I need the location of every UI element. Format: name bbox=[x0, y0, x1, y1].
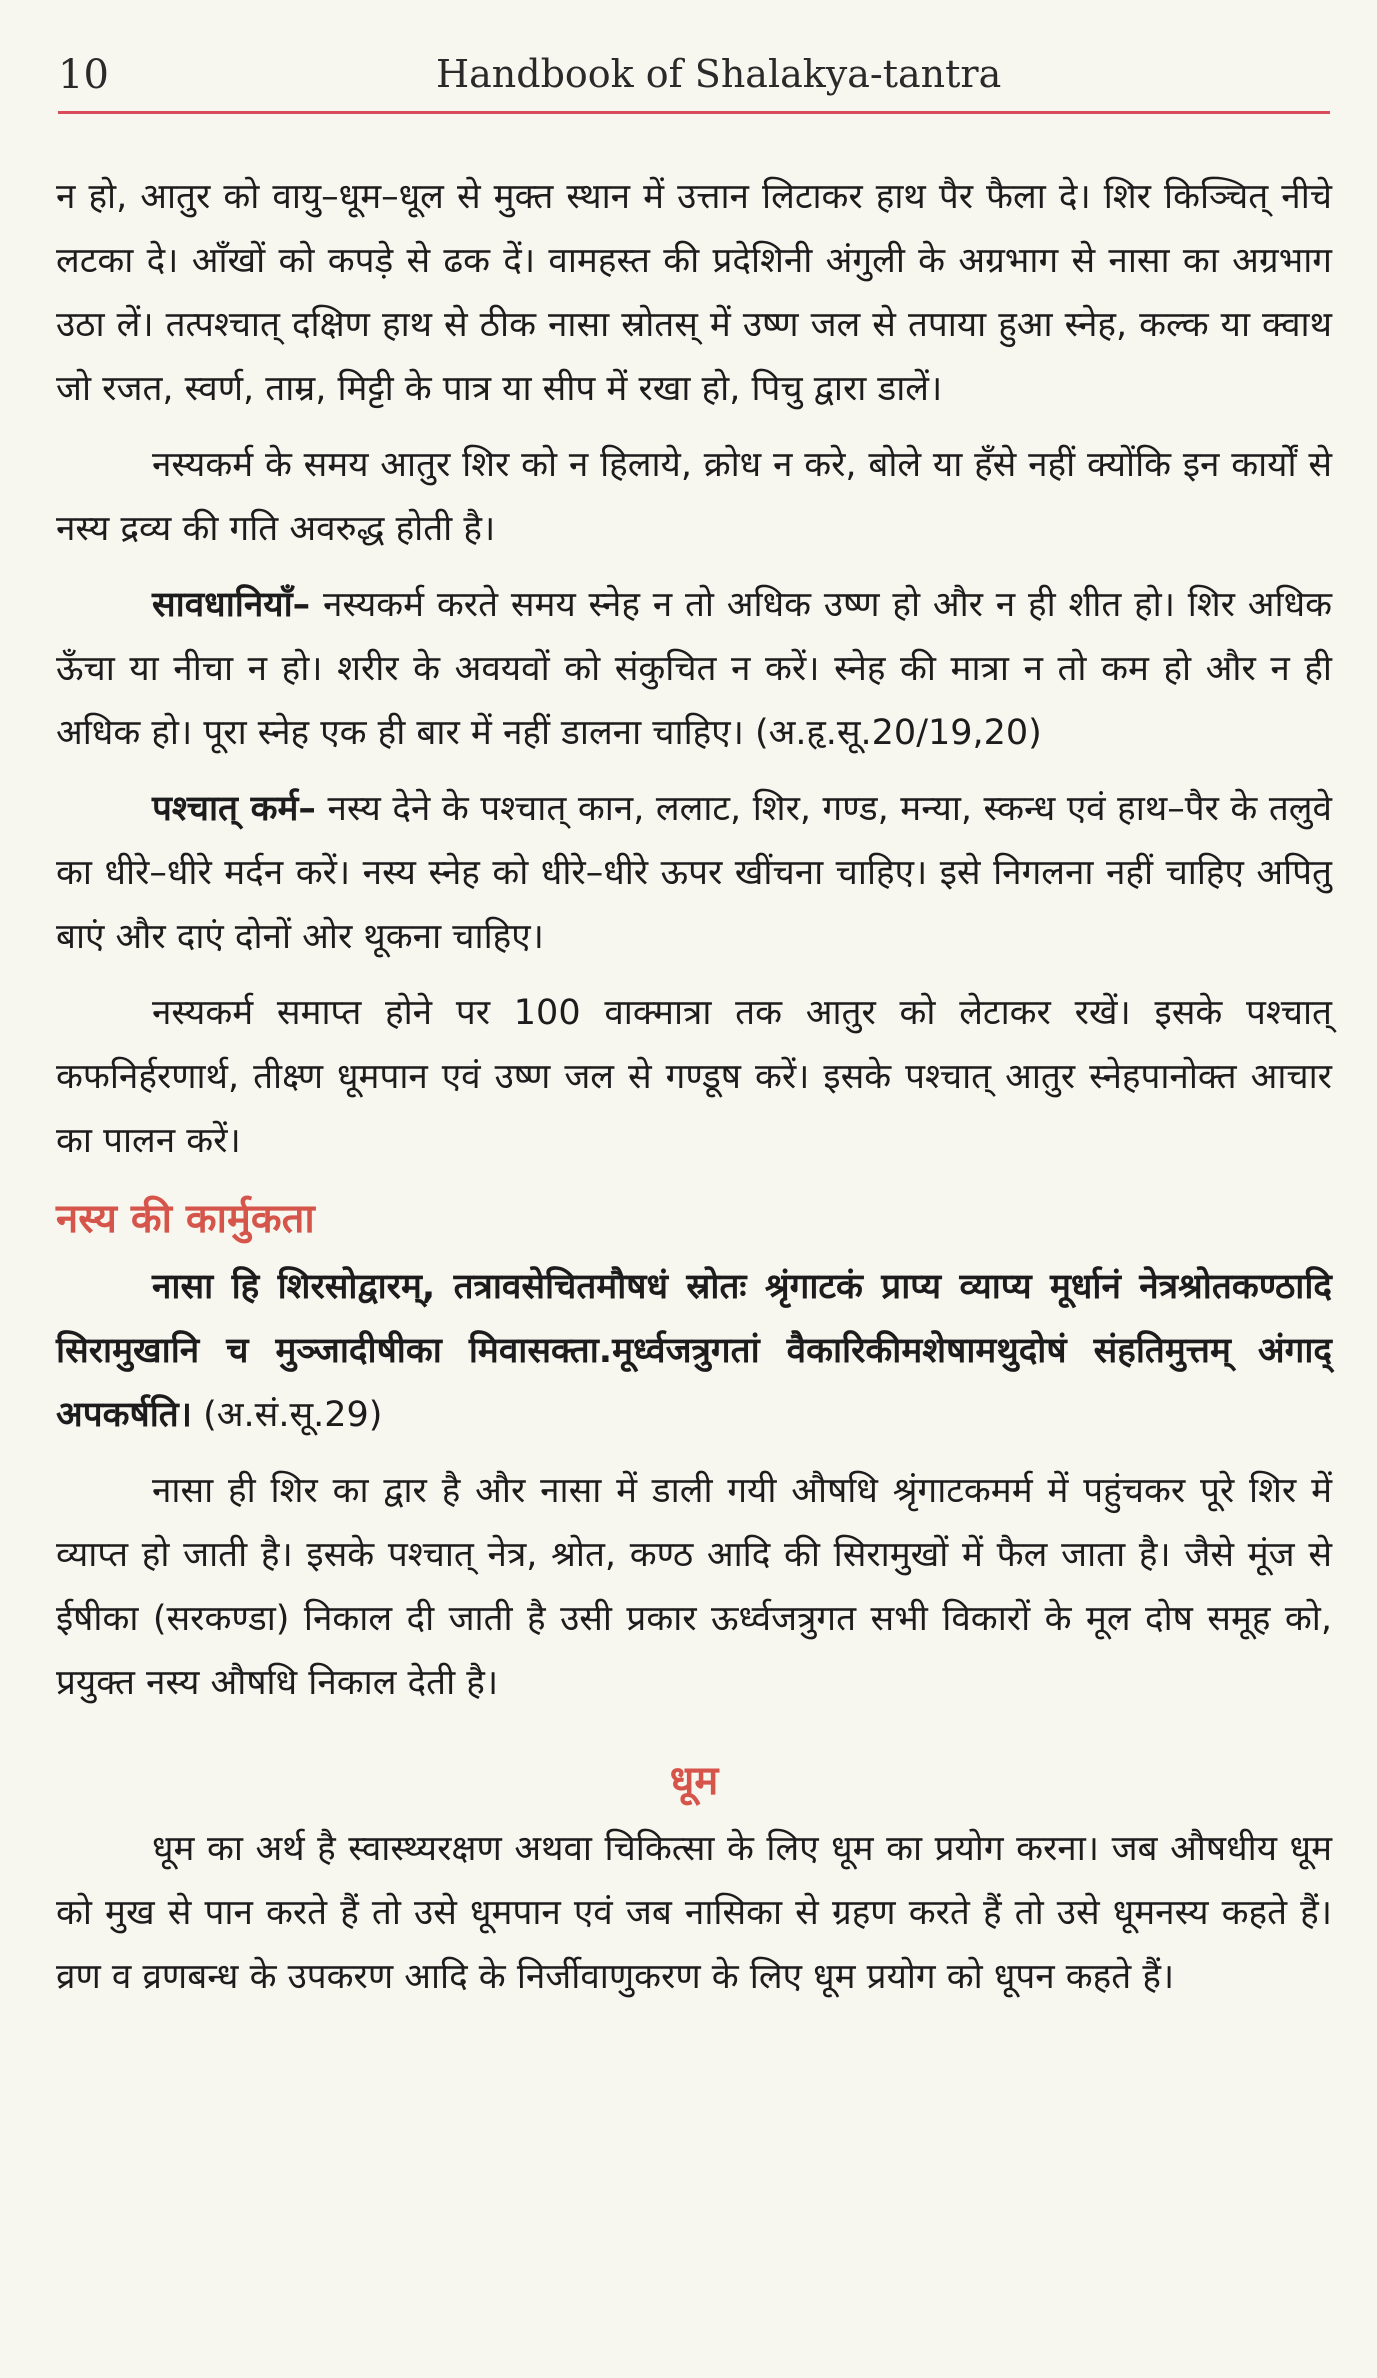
post-procedure-label: पश्चात् कर्म– bbox=[152, 789, 316, 829]
paragraph-post-procedure bbox=[56, 777, 1332, 969]
sanskrit-verse bbox=[56, 1255, 1332, 1447]
paragraph-dhuma-definition: धूम का अर्थ है स्वास्थ्यरक्षण अथवा चिकित्सा के लिए धूम का प्रयोग करना। जब औषधीय धूम को मुख से पान करते हैं तो उसे धूमपान एवं जब नासिका से ग्रहण करते हैं तो उसे धूमनस्य कहते हैं। व्रण व व्रणबन्ध के उपकरण आदि के निर्जीवाणुकरण के लिए धूम प्रयोग को धूपन कहते हैं। bbox=[56, 1829, 1332, 1997]
book-title: Handbook of Shalakya-tantra bbox=[436, 52, 1002, 96]
paragraph-patient-conduct: नस्यकर्म के समय आतुर शिर को न हिलाये, क्रोध न करे, बोले या हँसे नहीं क्योंकि इन कार्यों से नस्य द्रव्य की गति अवरुद्ध होती है। bbox=[56, 445, 1332, 549]
section-heading-dhuma: धूम bbox=[669, 1758, 719, 1804]
post-procedure-text: नस्य देने के पश्चात् कान, ललाट, शिर, गण्ड, मन्या, स्कन्ध एवं हाथ–पैर के तलुवे का धीरे–धीरे मर्दन करें। नस्य स्नेह को धीरे–धीरे ऊपर खींचना चाहिए। इसे निगलना नहीं चाहिए अपितु बाएं और दाएं दोनों ओर थूकना चाहिए। bbox=[56, 789, 1332, 957]
paragraph-precautions bbox=[56, 573, 1332, 765]
page-header bbox=[58, 48, 1330, 118]
precautions-label: सावधानियाँ– bbox=[152, 585, 311, 625]
paragraph-procedure: न हो, आतुर को वायु–धूम–धूल से मुक्त स्थान में उत्तान लिटाकर हाथ पैर फैला दे। शिर किञ्चित् नीचे लटका दे। आँखों को कपड़े से ढक दें। वामहस्त की प्रदेशिनी अंगुली के अग्रभाग से नासा का अग्रभाग उठा लें। तत्पश्चात् दक्षिण हाथ से ठीक नासा स्रोतस् में उष्ण जल से तपाया हुआ स्नेह, कल्क या क्वाथ जो रजत, स्वर्ण, ताम्र, मिट्टी के पात्र या सीप में रखा हो, पिचु द्वारा डालें। bbox=[56, 177, 1332, 409]
section-heading-nasya-mode-of-action: नस्य की कार्मुकता bbox=[56, 1196, 315, 1242]
header-divider bbox=[58, 111, 1330, 114]
page-number: 10 bbox=[58, 52, 109, 98]
paragraph-completion: नस्यकर्म समाप्त होने पर 100 वाक्मात्रा तक आतुर को लेटाकर रखें। इसके पश्चात् कफनिर्हरणार्थ, तीक्ष्ण धूमपान एवं उष्ण जल से गण्डूष करें। इसके पश्चात् आतुर स्नेहपानोक्त आचार का पालन करें। bbox=[56, 993, 1332, 1161]
page-body bbox=[56, 165, 1332, 2009]
precautions-text: नस्यकर्म करते समय स्नेह न तो अधिक उष्ण हो और न ही शीत हो। शिर अधिक ऊँचा या नीचा न हो। शरीर के अवयवों को संकुचित न करें। स्नेह की मात्रा न तो कम हो और न ही अधिक हो। पूरा स्नेह एक ही बार में नहीं डालना चाहिए। (अ.हृ.सू.20/19,20) bbox=[56, 585, 1332, 753]
sanskrit-verse-text: नासा हि शिरसोद्वारम्, तत्रावसेचितमौषधं स्रोतः श्रृंगाटकं प्राप्य व्याप्य मूर्धानं नेत्रश्रोतकण्ठादि सिरामुखानि च मुञ्जादीषीका मिवासक्ता.मूर्ध्वजत्रुगतां वैकारिकीमशेषामथुदोषं संहतिमुत्तम् अंगाद् अपकर्षति। bbox=[56, 1267, 1332, 1435]
paragraph-mode-of-action: नासा ही शिर का द्वार है और नासा में डाली गयी औषधि श्रृंगाटकमर्म में पहुंचकर पूरे शिर में व्याप्त हो जाती है। इसके पश्चात् नेत्र, श्रोत, कण्ठ आदि की सिरामुखों में फैल जाता है। जैसे मूंज से ईषीका (सरकण्डा) निकाल दी जाती है उसी प्रकार ऊर्ध्वजत्रुगत सभी विकारों के मूल दोष समूह को, प्रयुक्त नस्य औषधि निकाल देती है। bbox=[56, 1471, 1332, 1703]
sanskrit-reference: (अ.सं.सू.29) bbox=[192, 1395, 383, 1435]
